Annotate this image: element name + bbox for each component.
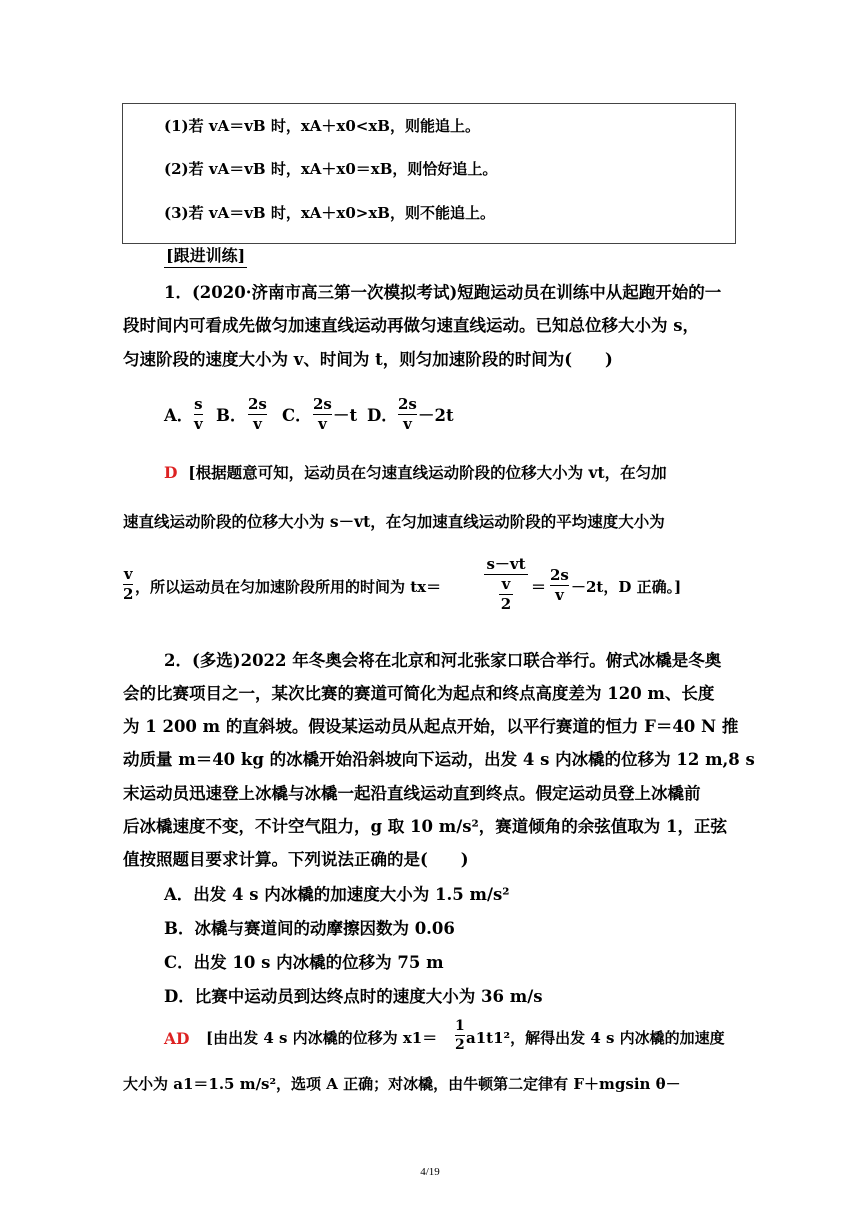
box-line-1: (1)若 vA＝vB 时，xA＋x0<xB，则能追上。 (164, 117, 480, 135)
q1-option-b-label: B． (216, 406, 247, 425)
frac-denominator: v (253, 415, 262, 433)
q1-explanation-3: ，所以运动员在匀加速阶段所用的时间为 tx＝ (135, 578, 442, 596)
box-line-2: (2)若 vA＝vB 时，xA＋x0＝xB，则恰好追上。 (164, 160, 498, 178)
q1-line-3: 匀速阶段的速度大小为 v、时间为 t，则匀加速阶段的时间为( ) (123, 350, 613, 369)
q2-option-b: B．冰橇与赛道间的动摩擦因数为 0.06 (164, 919, 455, 938)
q1-option-b-frac (248, 397, 267, 432)
q2-explanation-2: 大小为 a1＝1.5 m/s²，选项 A 正确；对冰橇，由牛顿第二定律有 F＋mgsin θ－ (123, 1075, 681, 1093)
q2-exp-frac-half (455, 1019, 465, 1052)
q1-exp-frac-v-over-2 (123, 567, 133, 602)
q2-option-d: D．比赛中运动员到达终点时的速度大小为 36 m/s (164, 987, 543, 1006)
q1-option-c-label: C． (282, 406, 312, 425)
q2-line-4: 动质量 m＝40 kg 的冰橇开始沿斜坡向下运动，出发 4 s 内冰橇的位移为 12 m,8 s (123, 750, 755, 769)
frac-numerator: s－vt (486, 555, 526, 573)
q1-option-c-tail: －t (333, 406, 358, 425)
q1-explanation-2: 速直线运动阶段的位移大小为 s－vt，在匀加速直线运动阶段的平均速度大小为 (123, 512, 665, 531)
q1-option-d-tail: －2t (418, 406, 454, 425)
page-number: 4/19 (420, 1166, 440, 1178)
q1-exp-frac-2s-over-v (550, 568, 569, 603)
q1-option-c-frac (313, 397, 332, 432)
q1-option-d-frac (398, 397, 417, 432)
frac-numerator: s (194, 395, 203, 413)
frac-denominator: v (318, 415, 327, 433)
frac-denominator: 2 (123, 585, 134, 603)
q1-exp-equals: ＝ (531, 578, 547, 596)
q1-exp-tail: －2t，D 正确。] (571, 578, 682, 596)
q2-line-6: 后冰橇速度不变，不计空气阻力，g 取 10 m/s²，赛道倾角的余弦值取为 1，正弦 (123, 817, 727, 836)
q1-line-2: 段时间内可看成先做匀加速直线运动再做匀速直线运动。已知总位移大小为 s， (123, 316, 700, 335)
q2-line-2: 会的比赛项目之一，某次比赛的赛道可简化为起点和终点高度差为 120 m、长度 (123, 684, 715, 703)
frac-numerator: 2s (398, 395, 417, 413)
q1-line-1: 1．(2020·济南市高三第一次模拟考试)短跑运动员在训练中从起跑开始的一 (164, 283, 722, 302)
q2-line-3: 为 1 200 m 的直斜坡。假设某运动员从起点开始，以平行赛道的恒力 F＝40 N 推 (123, 717, 739, 736)
q1-exp-big-frac (484, 557, 528, 612)
q2-line-5: 末运动员迅速登上冰橇与冰橇一起沿直线运动直到终点。假定运动员登上冰橇前 (123, 784, 701, 803)
q2-option-c: C．出发 10 s 内冰橇的位移为 75 m (164, 953, 444, 972)
frac-numerator: 1 (455, 1018, 465, 1034)
section-label: [跟进训练] (164, 245, 247, 268)
q1-option-a-frac (194, 397, 203, 432)
frac-numerator: 2s (550, 566, 569, 584)
q2-explanation-1a: [由出发 4 s 内冰橇的位移为 x1＝ (206, 1029, 438, 1047)
frac-denominator: 2 (455, 1037, 465, 1053)
q1-explanation-1: D [根据题意可知，运动员在匀速直线运动阶段的位移大小为 vt，在匀加 (164, 463, 667, 482)
q2-answer: AD (164, 1029, 190, 1048)
frac-numerator: v (123, 565, 133, 583)
q1-option-a-label: A． (164, 406, 194, 425)
frac-denominator: v (555, 586, 564, 604)
box-line-3: (3)若 vA＝vB 时，xA＋x0>xB，则不能追上。 (164, 204, 495, 222)
frac-inner-numerator: v (501, 575, 511, 593)
frac-inner-denominator: 2 (500, 595, 512, 613)
q1-option-d-label: D． (367, 406, 398, 425)
frac-numerator: 2s (248, 395, 267, 413)
q2-line-1: 2．(多选)2022 年冬奥会将在北京和河北张家口联合举行。俯式冰橇是冬奥 (164, 651, 722, 670)
q2-option-a: A．出发 4 s 内冰橇的加速度大小为 1.5 m/s² (164, 885, 510, 904)
q1-answer: D (164, 463, 178, 482)
frac-denominator: v (194, 415, 203, 433)
frac-numerator: 2s (313, 395, 332, 413)
q2-line-7: 值按照题目要求计算。下列说法正确的是( ) (123, 850, 469, 869)
q2-explanation-1b: a1t1²，解得出发 4 s 内冰橇的加速度 (466, 1029, 725, 1047)
frac-denominator: v (403, 415, 412, 433)
